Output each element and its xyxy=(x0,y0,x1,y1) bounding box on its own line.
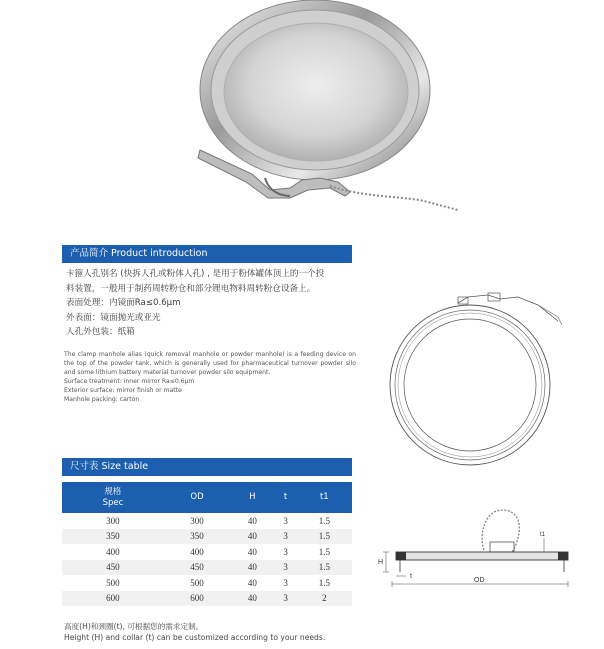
cell-t: 3 xyxy=(283,577,288,588)
col-spec xyxy=(62,482,164,513)
cell-t1: 1.5 xyxy=(297,560,352,576)
footnote-english: Height (H) and collar (t) can be customized according to your needs. xyxy=(64,633,326,642)
cell-od: 500 xyxy=(190,577,204,588)
cell-od: 600 xyxy=(164,591,230,607)
cell-h: 40 xyxy=(247,546,257,557)
col-spec-en: Spec xyxy=(102,497,124,508)
cell-od: 300 xyxy=(190,515,204,526)
table-row xyxy=(62,560,352,576)
cell-spec: 450 xyxy=(62,560,164,576)
product-intro-header: 产品简介 Product introduction xyxy=(62,245,352,263)
cell-h: 40 xyxy=(230,560,274,576)
manhole-top-view-drawing xyxy=(388,285,578,473)
intro-cn-line: 卡箍人孔别名 (快拆人孔或粉体人孔) , 是用于粉体罐体顶上的一个投 xyxy=(66,269,325,279)
cell-h: 40 xyxy=(247,577,257,588)
col-t1: t1 xyxy=(297,482,352,513)
dim-label-h: H xyxy=(378,559,384,566)
cell-spec: 350 xyxy=(62,529,164,545)
cell-t1: 1.5 xyxy=(318,515,330,526)
manhole-side-view-drawing xyxy=(376,498,576,590)
size-table-header: 尺寸表 Size table xyxy=(62,458,352,476)
intro-english-description xyxy=(64,351,356,404)
cell-spec: 600 xyxy=(62,591,164,607)
cell-spec: 500 xyxy=(106,577,120,588)
cell-t1: 2 xyxy=(297,591,352,607)
cell-od: 400 xyxy=(190,546,204,557)
dim-label-od: OD xyxy=(474,577,485,584)
cell-t: 3 xyxy=(275,529,297,545)
table-row xyxy=(62,575,352,591)
manhole-product-photo xyxy=(190,0,470,222)
cell-t: 3 xyxy=(275,560,297,576)
intro-cn-surface: 表面处理：内镜面Ra≤0.6μm xyxy=(66,298,181,308)
cell-t1: 1.5 xyxy=(318,577,330,588)
cell-t: 3 xyxy=(275,591,297,607)
cell-h: 40 xyxy=(247,515,257,526)
cell-od: 450 xyxy=(164,560,230,576)
col-od: OD xyxy=(164,482,230,513)
col-spec-cn: 规格 xyxy=(104,486,122,497)
intro-cn-line: 料装置，一般用于制药周转粉仓和部分锂电物料周转粉仓设备上。 xyxy=(66,283,316,294)
dim-label-t1: t1 xyxy=(540,532,546,538)
intro-chinese-description xyxy=(66,267,356,340)
intro-en-packing: Manhole packing: carton xyxy=(64,395,140,403)
table-row xyxy=(62,591,352,607)
table-row xyxy=(62,544,352,560)
size-table-header-row xyxy=(62,482,352,513)
cell-h: 40 xyxy=(230,591,274,607)
col-t: t xyxy=(275,482,297,513)
table-row xyxy=(62,529,352,545)
table-row xyxy=(62,513,352,529)
col-h: H xyxy=(230,482,274,513)
intro-cn-packing: 人孔外包装：纸箱 xyxy=(66,327,135,337)
cell-t: 3 xyxy=(283,515,288,526)
cell-spec: 400 xyxy=(106,546,120,557)
size-table xyxy=(62,482,352,606)
footnote-chinese: 高度(H)和颈圈(t), 可根据您的需求定制。 xyxy=(64,622,204,631)
cell-od: 350 xyxy=(164,529,230,545)
dim-label-t: t xyxy=(410,573,412,580)
intro-en-surface: Surface treatment: inner mirror Ra≤0.6μm xyxy=(64,377,195,385)
intro-en-paragraph: The clamp manhole alias (quick removal manhole or powder manhole) is a feeding device on the top of the powder tank, which is generally used for pharmaceutical turnover powder silo and some lithium battery material turnover powder silo equipment. xyxy=(64,351,356,376)
cell-t1: 1.5 xyxy=(318,546,330,557)
intro-cn-exterior: 外表面：镜面抛光或亚光 xyxy=(66,312,161,323)
intro-en-exterior: Exterior surface: mirror finish or matte xyxy=(64,386,182,394)
cell-h: 40 xyxy=(230,529,274,545)
cell-t1: 1.5 xyxy=(297,529,352,545)
cell-spec: 300 xyxy=(106,515,120,526)
cell-t: 3 xyxy=(283,546,288,557)
